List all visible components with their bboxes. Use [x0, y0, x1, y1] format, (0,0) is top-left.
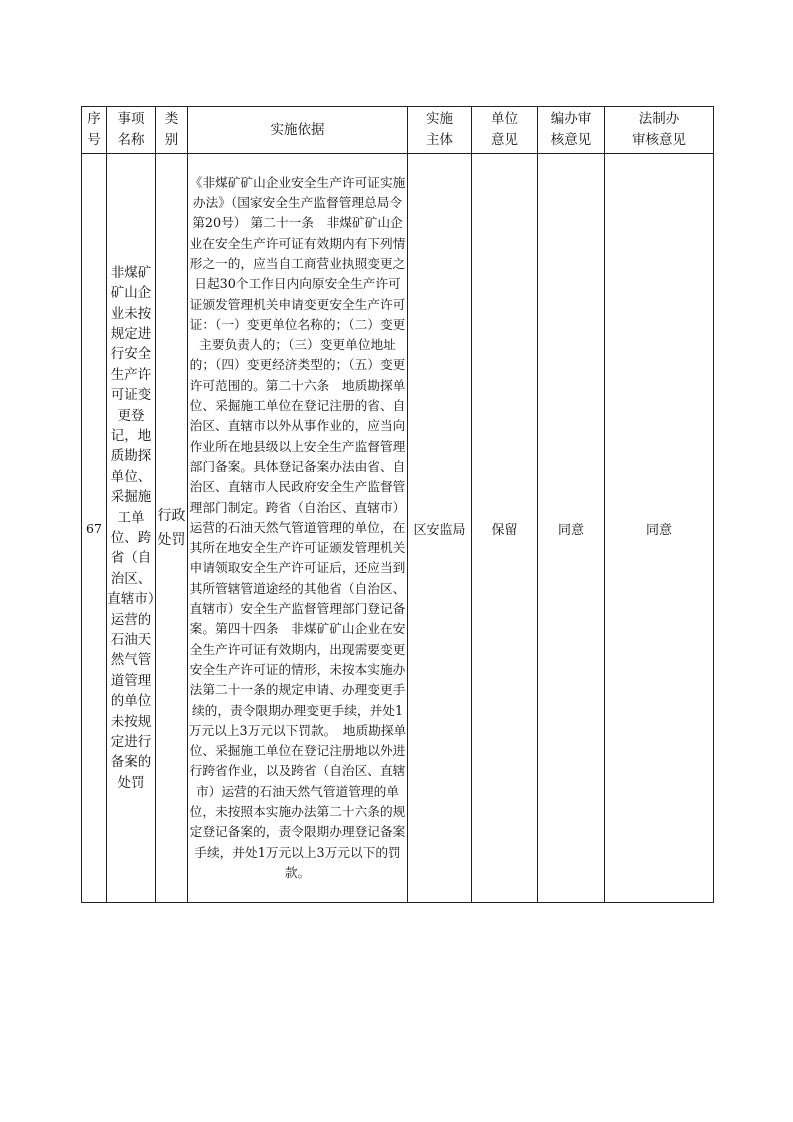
header-office-review-line-2: 核意见	[550, 132, 592, 148]
header-unit-opinion-line-2: 意见	[491, 132, 518, 148]
header-unit-opinion	[472, 107, 538, 154]
header-legal-review-line-2: 审核意见	[632, 132, 686, 148]
header-legal-review	[605, 107, 714, 154]
header-subject-line-2: 主体	[426, 132, 453, 148]
header-name	[107, 107, 156, 154]
header-subject-line-1: 实施	[426, 111, 453, 127]
header-seq-line-2: 号	[87, 132, 101, 148]
header-basis-label: 实施依据	[270, 121, 325, 138]
row-category-cell: 行政处罚	[156, 154, 188, 903]
row-subject-cell: 区安监局	[408, 154, 472, 903]
row-seq-cell: 67	[82, 154, 107, 903]
row-office-review-cell: 同意	[538, 154, 605, 903]
header-name-line-1: 事项	[117, 111, 145, 127]
header-office-review	[538, 107, 605, 154]
row-legal-review-cell: 同意	[605, 154, 714, 903]
header-category-line-1: 类	[164, 111, 179, 127]
header-unit-opinion-line-1: 单位	[491, 111, 518, 127]
header-office-review-line-1: 编办审	[550, 111, 592, 127]
header-category-line-2: 别	[164, 132, 179, 148]
header-legal-review-line-1: 法制办	[638, 111, 680, 127]
row-basis-cell: 《非煤矿矿山企业安全生产许可证实施办法》（国家安全生产监督管理总局令第20号） 第二十一条 非煤矿矿山企业在安全生产许可证有效期内有下列情形之一的，应当自工商营业执照变更之日起30个工作日内向原安全生产许可证颁发管理机关申请变更安全生产许可证：（一）变更单位名称的；（二）变更主要负责人的；（三）变更单位地址的；（四）变更经济类型的；（五）变更许可范围的。第二十六条 地质勘探单位、采掘施工单位在登记注册的省、自治区、直辖市以外从事作业的，应当向作业所在地县级以上安全生产监督管理部门备案。具体登记备案办法由省、自治区、直辖市人民政府安全生产监督管理部门制定。跨省（自治区、直辖市）运营的石油天然气管道管理的单位，在其所在地安全生产许可证颁发管理机关申请领取安全生产许可证后，还应当到其所管辖管道途经的其他省（自治区、直辖市）安全生产监督管理部门登记备案。第四十四条 非煤矿矿山企业在安全生产许可证有效期内，出现需要变更安全生产许可证的情形，未按本实施办法第二十一条的规定申请、办理变更手续的，责令限期办理变更手续，并处1万元以上3万元以下罚款。 地质勘探单位、采掘施工单位在登记注册地以外进行跨省作业，以及跨省（自治区、直辖市）运营的石油天然气管道管理的单位，未按照本实施办法第二十六条的规定登记备案的，责令限期办理登记备案手续，并处1万元以上3万元以下的罚款。	[188, 154, 408, 903]
row-item-name-cell: 非煤矿矿山企业未按规定进行安全生产许可证变更登记，地质勘探单位、采掘施工单位、跨省（自治区、直辖市）运营的石油天然气管道管理的单位未按规定进行备案的处罚	[107, 154, 156, 903]
header-seq-line-1: 序	[87, 111, 101, 127]
header-seq	[82, 107, 107, 154]
header-name-line-2: 名称	[117, 132, 145, 148]
header-subject	[408, 107, 472, 154]
header-row	[82, 107, 714, 154]
catalog-table	[81, 106, 714, 903]
header-category	[156, 107, 188, 154]
header-basis	[188, 107, 408, 154]
row-unit-opinion-cell: 保留	[472, 154, 538, 903]
table-row	[82, 154, 714, 903]
